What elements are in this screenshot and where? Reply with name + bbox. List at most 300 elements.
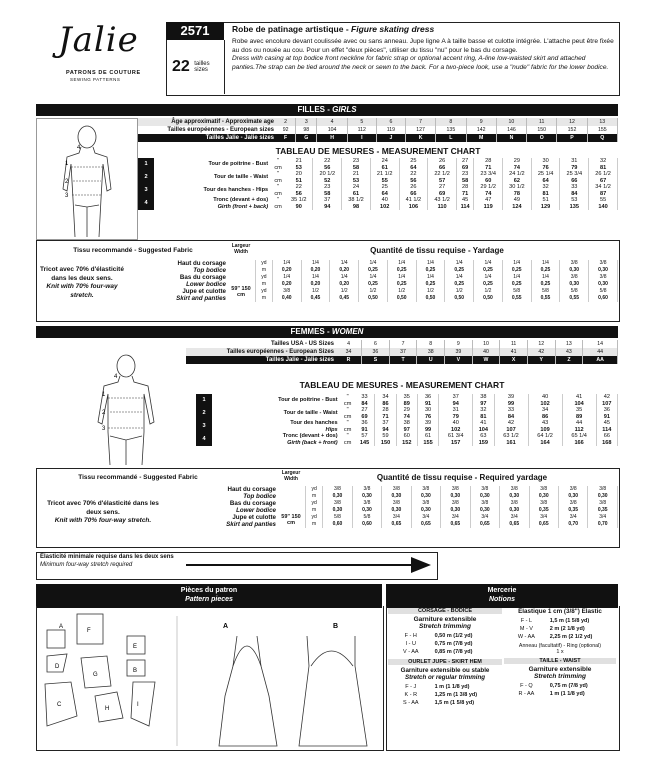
cell: 31: [560, 158, 589, 165]
cell: 1/4: [474, 260, 503, 267]
cell: 81: [473, 414, 494, 421]
cell: AA: [583, 356, 618, 364]
cell: 35: [562, 407, 596, 414]
cell: 0,30: [323, 507, 352, 514]
girls-width: 59" 150 cm: [231, 286, 251, 298]
cell: 40: [472, 348, 500, 356]
women-fabric-desc: Tricot avec 70% d'élasticité dans les deux sens. Knit with 70% four-way stretch.: [47, 500, 159, 524]
cell: 23: [456, 171, 473, 178]
girls-measurement-table: [138, 158, 618, 210]
cell: 1/4: [359, 260, 388, 267]
cell: 89: [396, 401, 417, 408]
cell: 74: [474, 191, 503, 198]
cell: 3/4: [529, 514, 558, 521]
cell: 36: [596, 407, 617, 414]
notions-header: Mercerie Notions: [386, 584, 618, 608]
cell: 0,30: [470, 493, 499, 500]
width-spacer: [279, 493, 306, 500]
svg-text:B: B: [333, 623, 339, 630]
svg-text:1: 1: [65, 161, 69, 167]
notion-sizes: M - V: [519, 626, 533, 632]
cell: 76: [531, 165, 560, 172]
cell: 0,20: [301, 281, 330, 288]
cell: 38: [473, 394, 494, 401]
cell: 0,30: [588, 493, 618, 500]
cell: 150: [375, 440, 396, 447]
cell: 150: [527, 126, 557, 134]
notion-row: [504, 625, 616, 633]
yardage-row: [170, 486, 618, 493]
cell: 0,55: [531, 295, 560, 302]
cell: 1/4: [387, 274, 416, 281]
unit-inch: ": [277, 184, 280, 190]
cell: 0,70: [588, 521, 618, 528]
cell: 86: [375, 401, 396, 408]
cell: 3/8: [352, 500, 381, 507]
cell: 43: [555, 348, 583, 356]
cell: 44: [562, 420, 596, 427]
cell: 84: [355, 401, 375, 408]
cell: 102: [370, 204, 399, 211]
unit-inch: ": [277, 158, 280, 164]
unit-cm: cm: [343, 426, 352, 433]
cell: 142: [466, 126, 496, 134]
cell: 41: [473, 420, 494, 427]
cell: 3/8: [411, 500, 440, 507]
svg-text:A: A: [223, 623, 229, 630]
yardage-label: Jupe et culotte: [232, 514, 276, 521]
cell: 98: [342, 204, 371, 211]
cell: 1/4: [502, 274, 531, 281]
cell: 0,30: [323, 493, 352, 500]
cell: 168: [596, 440, 617, 447]
cell: 0,20: [272, 267, 301, 274]
cell: 0,25: [474, 281, 503, 288]
cell: 66: [399, 191, 428, 198]
notion-qty: 1 m (1 1/8 yd): [434, 684, 470, 690]
row-number: 2: [138, 171, 154, 184]
cell: 31: [439, 407, 473, 414]
cell: 21 1/2: [370, 171, 399, 178]
row-label-text: Tour de poitrine - Bust: [278, 397, 338, 404]
brand-line2: SEWING PATTERNS: [70, 77, 121, 82]
women-width: 59" 150 cm: [281, 514, 301, 526]
cell: 45: [596, 420, 617, 427]
notion-row: [388, 648, 502, 656]
row-label-text: Tour des hanches - Hips: [203, 187, 269, 194]
cell: 0,45: [330, 295, 359, 302]
cell: 0,30: [558, 493, 587, 500]
unit-cm: cm: [343, 400, 352, 407]
notion-qty: 0,75 m (7/8 yd): [549, 683, 588, 689]
unit-inch: ": [346, 433, 349, 439]
cell: 24 1/2: [503, 171, 532, 178]
cell: 12: [527, 340, 555, 348]
row-label-text2: Girth (back + front): [287, 439, 338, 446]
cell: 0,45: [301, 295, 330, 302]
women-eu-label: Tailles européennes - European Sizes: [186, 348, 336, 356]
cell: 30: [531, 158, 560, 165]
hem-en: Stretch or regular trimming: [404, 674, 486, 681]
cell: 3/8: [589, 274, 618, 281]
brand-line1: PATRONS DE COUTURE: [66, 70, 141, 76]
cell: 135: [560, 204, 589, 211]
cell: 3/8: [500, 486, 529, 493]
brand-logo: [48, 14, 158, 84]
cell: 38 1/2: [342, 197, 371, 204]
cell: 0,65: [441, 521, 470, 528]
cell: 124: [503, 204, 532, 211]
notion-qty: 0,50 m (1/2 yd): [434, 633, 473, 639]
cell: 24: [342, 184, 371, 191]
notion-row: [388, 640, 502, 648]
notion-sizes: F - L: [520, 618, 533, 624]
yardage-label-en: Top bodice: [193, 267, 226, 274]
cell: I: [347, 134, 376, 142]
cell: 129: [531, 204, 560, 211]
cell: 33: [560, 184, 589, 191]
pattern-number: 2571: [166, 22, 224, 40]
svg-text:C: C: [57, 702, 62, 708]
cell: 91: [355, 427, 375, 434]
women-us-label: Tailles USA - US Sizes: [270, 341, 334, 347]
yardage-row: [126, 274, 618, 281]
cell: 0,25: [502, 267, 531, 274]
cell: 40: [370, 197, 399, 204]
cell: 3/8: [588, 486, 618, 493]
cell: 3/8: [323, 500, 352, 507]
notion-qty: 0,75 m (7/8 yd): [434, 641, 473, 647]
cell: F: [276, 134, 296, 142]
cell: 9: [445, 340, 473, 348]
notion-row: [388, 691, 502, 699]
cell: 1/4: [531, 260, 560, 267]
cell: 22: [399, 171, 428, 178]
yardage-row-m: [126, 267, 618, 274]
cell: 52: [313, 178, 342, 185]
row-number: 1: [138, 158, 154, 171]
yardage-label: Bas du corsage: [229, 500, 276, 507]
cell: 64: [370, 191, 399, 198]
cell: S: [362, 356, 390, 364]
cell: 84: [494, 414, 528, 421]
cell: 69: [355, 414, 375, 421]
yardage-row: [170, 514, 618, 521]
notion-sizes: I - U: [405, 641, 416, 647]
cell: 49: [503, 197, 532, 204]
yardage-label-en: Lower bodice: [236, 507, 276, 514]
unit-yd: yd: [306, 486, 323, 493]
cell: 6: [362, 340, 390, 348]
cell: 69: [428, 191, 457, 198]
row-label-text2: Hips: [325, 426, 338, 433]
cell: 40: [528, 394, 562, 401]
svg-text:1: 1: [102, 392, 106, 398]
cell: 0,65: [470, 521, 499, 528]
svg-text:2: 2: [65, 179, 69, 185]
cell: 3/8: [560, 274, 589, 281]
unit-m: m: [306, 521, 323, 528]
cell: 32: [473, 407, 494, 414]
cell: 34: [528, 407, 562, 414]
girls-figure: [36, 118, 138, 240]
cell: 0,30: [500, 507, 529, 514]
cell: 146: [496, 126, 526, 134]
cell: 145: [355, 440, 375, 447]
cell: 30 1/2: [503, 184, 532, 191]
stretch-indicator: [36, 552, 436, 580]
cell: 64 1/2: [528, 433, 562, 440]
cell: 0,25: [359, 267, 388, 274]
cell: 34 1/2: [589, 184, 618, 191]
cell: 0,25: [359, 281, 388, 288]
cell: 63 1/2: [494, 433, 528, 440]
cell: 89: [562, 414, 596, 421]
yardage-label: Bas du corsage: [179, 274, 226, 281]
yardage-label-en: Top bodice: [243, 493, 276, 500]
cell: 23: [313, 184, 342, 191]
cell: 102: [528, 401, 562, 408]
unit-cm: cm: [274, 177, 282, 184]
cell: 11: [527, 118, 557, 126]
cell: 1/4: [531, 274, 560, 281]
cell: 1/2: [387, 288, 416, 295]
cell: 0,30: [382, 493, 411, 500]
cell: 0,30: [589, 281, 618, 288]
cell: 157: [439, 440, 473, 447]
cell: 33: [494, 407, 528, 414]
cell: 112: [347, 126, 376, 134]
cell: 3/8: [588, 500, 618, 507]
width-spacer: [279, 486, 306, 493]
yardage-row: [170, 500, 618, 507]
cell: 27: [355, 407, 375, 414]
cell: 1/2: [416, 288, 445, 295]
cell: 0,50: [359, 295, 388, 302]
corsage-header: CORSAGE - BODICE: [388, 608, 502, 614]
cell: 79: [439, 414, 473, 421]
notion-row: [504, 682, 616, 690]
notion-qty: 1 m (1 1/8 yd): [549, 691, 585, 697]
cell: 9: [466, 118, 496, 126]
cell: 0,70: [558, 521, 587, 528]
width-spacer: [229, 267, 256, 274]
waist-table: [504, 682, 616, 698]
cell: 66: [428, 165, 457, 172]
cell: 60: [396, 433, 417, 440]
girls-width-label: Largeur Width: [231, 243, 251, 255]
cell: 1/4: [330, 274, 359, 281]
cell: 106: [399, 204, 428, 211]
cell: 51: [531, 197, 560, 204]
cell: 21: [285, 158, 313, 165]
yardage-row: [126, 260, 618, 267]
cell: 28: [456, 184, 473, 191]
cell: 0,30: [441, 507, 470, 514]
waist-header: TAILLE - WAIST: [504, 658, 616, 664]
cell: 22: [313, 158, 342, 165]
girls-jalie-label: Tailles Jalie - Jalie sizes: [138, 134, 276, 142]
cell: 3/8: [470, 500, 499, 507]
cell: 3/8: [589, 260, 618, 267]
cell: 61: [417, 433, 438, 440]
cell: 22: [285, 184, 313, 191]
sizes-count: 22 tailles sizes: [172, 58, 210, 75]
cell: 3/8: [382, 500, 411, 507]
unit-yd: yd: [256, 260, 273, 267]
women-fabric-label: Tissu recommandé - Suggested Fabric: [78, 474, 198, 481]
svg-text:4: 4: [77, 145, 81, 151]
cell: 1/4: [330, 260, 359, 267]
cell: 3/4: [382, 514, 411, 521]
cell: 13: [587, 118, 617, 126]
cell: 10: [472, 340, 500, 348]
cell: H: [317, 134, 347, 142]
cell: 1/4: [387, 260, 416, 267]
hem-header: OURLET JUPE - SKIRT HEM: [388, 659, 502, 665]
cell: 0,50: [474, 295, 503, 302]
cell: 90: [285, 204, 313, 211]
notion-qty: 1,25 m (1 3/8 yd): [434, 692, 478, 698]
notion-row: [504, 690, 616, 698]
cell: 5/8: [560, 288, 589, 295]
cell: 3/8: [560, 260, 589, 267]
cell: 41: [500, 348, 528, 356]
cell: 3/8: [500, 500, 529, 507]
row-number: 2: [196, 407, 212, 420]
cell: 0,65: [382, 521, 411, 528]
row-label-text: Tour de taille - Waist: [283, 410, 338, 417]
cell: 58: [313, 191, 342, 198]
girls-yardage-table: [126, 260, 618, 302]
women-jalie-label: Tailles Jalie - Jalie sizes: [186, 356, 336, 364]
cell: 61: [370, 165, 399, 172]
cell: 26: [428, 158, 457, 165]
yardage-row: [126, 288, 618, 295]
cell: 64: [399, 165, 428, 172]
unit-cm: cm: [274, 164, 282, 171]
cell: 37: [375, 420, 396, 427]
unit-cm: cm: [343, 439, 352, 446]
cell: T: [389, 356, 417, 364]
piece-label: A: [59, 624, 64, 630]
cell: 36: [355, 420, 375, 427]
cell: 5/8: [323, 514, 352, 521]
cell: 3/8: [382, 486, 411, 493]
cell: 97: [396, 427, 417, 434]
cell: 1/4: [301, 274, 330, 281]
row-label-text2: Girth (front + back): [217, 203, 269, 210]
yardage-row-m: [170, 493, 618, 500]
cell: 0,30: [411, 507, 440, 514]
svg-text:E: E: [133, 644, 138, 650]
notions-left: [388, 608, 502, 707]
cell: 3/8: [558, 486, 587, 493]
cell: 152: [557, 126, 587, 134]
cell: 29: [396, 407, 417, 414]
cell: G: [296, 134, 317, 142]
cell: 1/4: [474, 274, 503, 281]
cell: 1/4: [445, 260, 474, 267]
cell: 0,30: [560, 281, 589, 288]
unit-cm: cm: [343, 413, 352, 420]
cell: 58: [456, 178, 473, 185]
cell: 1/4: [301, 260, 330, 267]
cell: 22 1/2: [428, 171, 457, 178]
cell: 1/4: [272, 274, 301, 281]
girls-chart-title: TABLEAU DE MESURES - MEASUREMENT CHART: [275, 146, 481, 156]
cell: 1/2: [330, 288, 359, 295]
women-chart-title: TABLEAU DE MESURES - MEASUREMENT CHART: [299, 380, 505, 390]
cell: K: [405, 134, 435, 142]
women-yard-title: Quantité de tissu requise - Required yardage: [376, 473, 548, 482]
cell: 0,30: [382, 507, 411, 514]
cell: 27: [456, 158, 473, 165]
cell: 3/8: [323, 486, 352, 493]
cell: 3/8: [470, 486, 499, 493]
cell: 1/4: [502, 260, 531, 267]
cell: 104: [317, 126, 347, 134]
cell: 66: [560, 178, 589, 185]
cell: 64: [531, 178, 560, 185]
girls-fabric-label: Tissu recommandé - Suggested Fabric: [73, 247, 193, 254]
cell: 3/4: [411, 514, 440, 521]
cell: 0,60: [323, 521, 352, 528]
unit-m: m: [256, 295, 273, 302]
cell: 39: [417, 420, 438, 427]
cell: 34: [375, 394, 396, 401]
cell: 26: [399, 184, 428, 191]
cell: 10: [496, 118, 526, 126]
unit-yd: yd: [256, 288, 273, 295]
cell: 3/8: [558, 500, 587, 507]
cell: 0,50: [416, 295, 445, 302]
cell: 97: [473, 401, 494, 408]
cell: R: [336, 356, 362, 364]
notion-row: [504, 617, 616, 625]
cell: 4: [317, 118, 347, 126]
cell: 42: [527, 348, 555, 356]
cell: 3/8: [272, 288, 301, 295]
row-label: [154, 184, 271, 197]
cell: 3/8: [411, 486, 440, 493]
row-label-text: Tour de poitrine - Bust: [208, 161, 269, 168]
cell: 2: [276, 118, 296, 126]
cell: 0,25: [416, 267, 445, 274]
notion-row: [388, 699, 502, 707]
width-spacer: [229, 274, 256, 281]
cell: 28: [375, 407, 396, 414]
row-number: 3: [138, 184, 154, 197]
cell: 30: [417, 407, 438, 414]
notion-row: [388, 632, 502, 640]
cell: 24: [370, 158, 399, 165]
yardage-label-en: Lower bodice: [186, 281, 226, 288]
cell: 37: [439, 394, 473, 401]
yardage-label-en: Skirt and panties: [226, 521, 276, 528]
svg-text:B: B: [133, 668, 138, 674]
women-measurement-table: [196, 394, 618, 446]
cell: 5: [347, 118, 376, 126]
cell: 69: [456, 165, 473, 172]
row-label: [212, 407, 341, 420]
cell: 0,60: [352, 521, 381, 528]
cell: 67: [589, 178, 618, 185]
cell: 12: [557, 118, 587, 126]
notion-sizes: F - J: [405, 684, 417, 690]
cell: 0,25: [531, 267, 560, 274]
cell: 0,65: [500, 521, 529, 528]
